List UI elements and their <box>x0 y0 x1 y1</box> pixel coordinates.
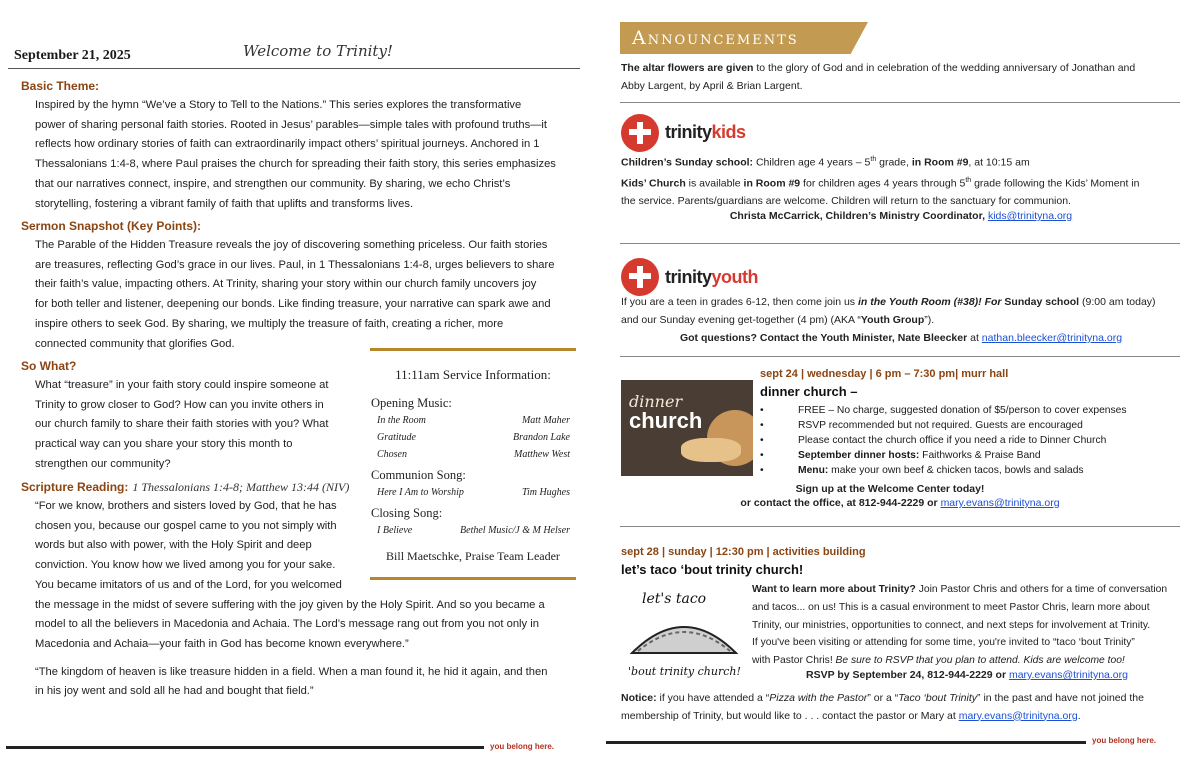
notice-email-link[interactable]: mary.evans@trinityna.org <box>958 709 1078 722</box>
footer-rule <box>6 746 484 749</box>
song-row: I Believe Bethel Music/J & M Helser <box>377 525 570 536</box>
notice: Notice: if you have attended a “Pizza with the Pastor” or a “Taco ‘bout Trinity” in the past and have not joined the membership of Trinity, but would like to . . . contact the pastor or Mary at mary.evans@trinityna.org. <box>621 692 1144 722</box>
header-rule <box>8 68 580 69</box>
song-row: Here I Am to Worship Tim Hughes <box>377 487 570 498</box>
trinity-cross-icon <box>621 114 659 152</box>
list-item: • Please contact the church office if you need a ride to Dinner Church <box>760 433 1127 448</box>
taco-illustration <box>624 583 744 685</box>
taco-email-link[interactable]: mary.evans@trinityna.org <box>1008 669 1128 681</box>
footer-rule <box>606 741 1086 744</box>
divider <box>620 102 1180 103</box>
trinitykids-logo: trinitykids <box>665 122 746 142</box>
dinner-church-image: dinner church <box>621 380 753 476</box>
divider <box>620 526 1180 527</box>
dinner-details-list <box>760 403 1127 478</box>
altar-flowers-note: The altar flowers are given to the glory of God and in celebration of the wedding anniversary of Jonathan and Abby Largent, by April & Brian Largent. <box>621 62 1136 92</box>
divider <box>620 243 1180 244</box>
list-item: • Menu: make your own beef & chicken tacos, bowls and salads <box>760 463 1127 478</box>
scripture-heading: Scripture Reading: 1 Thessalonians 1:4-8; Matthew 13:44 (NIV) <box>21 480 350 494</box>
youth-email-link[interactable]: nathan.bleecker@trinityna.org <box>981 332 1123 344</box>
taco-description: Want to learn more about Trinity? Join Pastor Chris and others for a time of conversation and tacos... on us! This is a casual environment to meet Pastor Chris, learn more about Trinity, our ministries, opportunities to connect, and next steps for involvement at Trinity. If you've been visiting or attending for some time, you're invited to “taco ‘bout Trinity” with Pastor Chris! Be sure to RSVP that you plan to attend. Kids are welcome too! <box>752 584 1168 667</box>
service-info-box <box>370 348 576 580</box>
communion-song-heading: Communion Song: <box>371 468 466 482</box>
kids-email-link[interactable]: kids@trinityna.org <box>987 210 1073 222</box>
scripture-body: “For we know, brothers and sisters loved by God, that he has chosen you, because our gospel came to you not simply with words but also with power, with the Holy Spirit and deep conviction. You know how we lived among you for your sake. You became imitators of us and of the Lord, for you welcomed the message in the midst of severe suffering with the joy given by the Holy Spirit. And so you became a model to all the believers in Macedonia and Achaia. The Lord’s message rang out from you not only in Macedonia and Achaia—your faith in God has become known everywhere.” “The kingdom of heaven is like treasure hidden in a field. When a man found it, he hid it again, and then in his joy went and sold all he had and bought that field.” <box>35 500 548 698</box>
sermon-heading: Sermon Snapshot (Key Points): <box>21 219 202 233</box>
dinner-email-link[interactable]: mary.evans@trinityna.org <box>940 497 1060 509</box>
list-item: • RSVP recommended but not required. Guests are encouraged <box>760 418 1127 433</box>
list-item: • FREE – No charge, suggested donation of $5/person to cover expenses <box>760 403 1127 418</box>
dinner-contact: or contact the office, at 812-944-2229 or mary.evans@trinityna.org <box>740 497 1060 509</box>
tagline: you belong here. <box>490 742 555 751</box>
taco-rsvp: RSVP by September 24, 812-944-2229 or mary.evans@trinityna.org <box>806 669 1128 681</box>
svg-text:let's taco: let's taco <box>642 591 707 607</box>
opening-music-heading: Opening Music: <box>371 396 452 410</box>
dinner-event-title: dinner church – <box>760 384 858 399</box>
scripture-reference: 1 Thessalonians 1:4-8; Matthew 13:44 (NIV) <box>132 480 350 494</box>
so-what-heading: So What? <box>21 359 77 373</box>
svg-text:'bout trinity church!: 'bout trinity church! <box>628 665 741 678</box>
song-row: Chosen Matthew West <box>377 449 570 460</box>
closing-song-heading: Closing Song: <box>371 506 443 520</box>
trinity-cross-icon <box>621 258 659 296</box>
service-info-title: 11:11am Service Information: <box>395 367 551 382</box>
dinner-event-date: sept 24 | wednesday | 6 pm – 7:30 pm| murr hall <box>760 368 1009 380</box>
dinner-signup: Sign up at the Welcome Center today! <box>795 483 985 495</box>
list-item: • September dinner hosts: Faithworks & Praise Band <box>760 448 1127 463</box>
kids-contact: Christa McCarrick, Children’s Ministry Coordinator, kids@trinityna.org <box>729 210 1073 222</box>
divider <box>620 356 1180 357</box>
praise-team-leader: Bill Maetschke, Praise Team Leader <box>386 549 560 563</box>
youth-contact: Got questions? Contact the Youth Minister, Nate Bleecker at nathan.bleecker@trinityna.org <box>679 332 1123 344</box>
sermon-body: The Parable of the Hidden Treasure reveals the joy of discovering something priceless. Our faith stories are treasures, reflecting God’s grace in our lives. Paul, in 1 Thessalonians 1:4-8, urges believers to share their faith’s value, impacting others. At Trinity, sharing your story within our church family uncovers joy for both teller and listener, deepening our bonds. Like finding treasure, your narrative can spark awe and inspire others to seek God. By sharing, we multiply the treasure of faith, creating a richer, more connected community that glorifies God. <box>35 239 555 350</box>
welcome-script: Welcome to Trinity! <box>243 42 393 60</box>
trinityyouth-logo: trinityyouth <box>665 267 759 287</box>
taco-event-title: let’s taco ‘bout trinity church! <box>621 562 804 577</box>
tagline: you belong here. <box>1092 736 1157 745</box>
basic-theme-heading: Basic Theme: <box>21 79 100 93</box>
taco-event-date: sept 28 | sunday | 12:30 pm | activities building <box>621 546 866 558</box>
youth-info: If you are a teen in grades 6-12, then come join us in the Youth Room (#38)! For Sunday school (9:00 am today) and our Sunday evening get-together (4 pm) (AKA “Youth Group”). <box>621 296 1156 326</box>
song-row: In the Room Matt Maher <box>377 415 570 426</box>
song-row: Gratitude Brandon Lake <box>377 432 570 443</box>
so-what-body: What “treasure” in your faith story could inspire someone at Trinity to grow closer to God? How can you invite others in our church family to share their faith stories with you? What practical way can you share your story this month to strengthen our community? <box>35 379 329 470</box>
basic-theme-body: Inspired by the hymn “We’ve a Story to Tell to the Nations.” This series explores the transformative power of sharing personal faith stories. Rooted in Jesus’ parables—simple tales with profound truths—it reflects how ordinary stories of faith can extraordinarily impact others’ spiritual journeys. Anchored in 1 Thessalonians 1:4-8, where Paul praises the church for spreading their faith story, this series emphasizes that our narratives connect, inspire, and strengthen our community. By sharing, we echo Christ’s storytelling, fostering a vibrant family of faith that uplifts and transforms lives. <box>35 99 556 210</box>
bulletin-date: September 21, 2025 <box>14 48 131 63</box>
kids-info: Children’s Sunday school: Children age 4 years – 5th grade, in Room #9, at 10:15 am Kids’ Church is available in Room #9 for children ages 4 years through 5th grade following the Kids’ Moment in the service. Parents/guardians are welcome. Children will return to the sanctuary for communion. <box>621 156 1140 207</box>
announcements-title: Announcements <box>632 27 799 49</box>
